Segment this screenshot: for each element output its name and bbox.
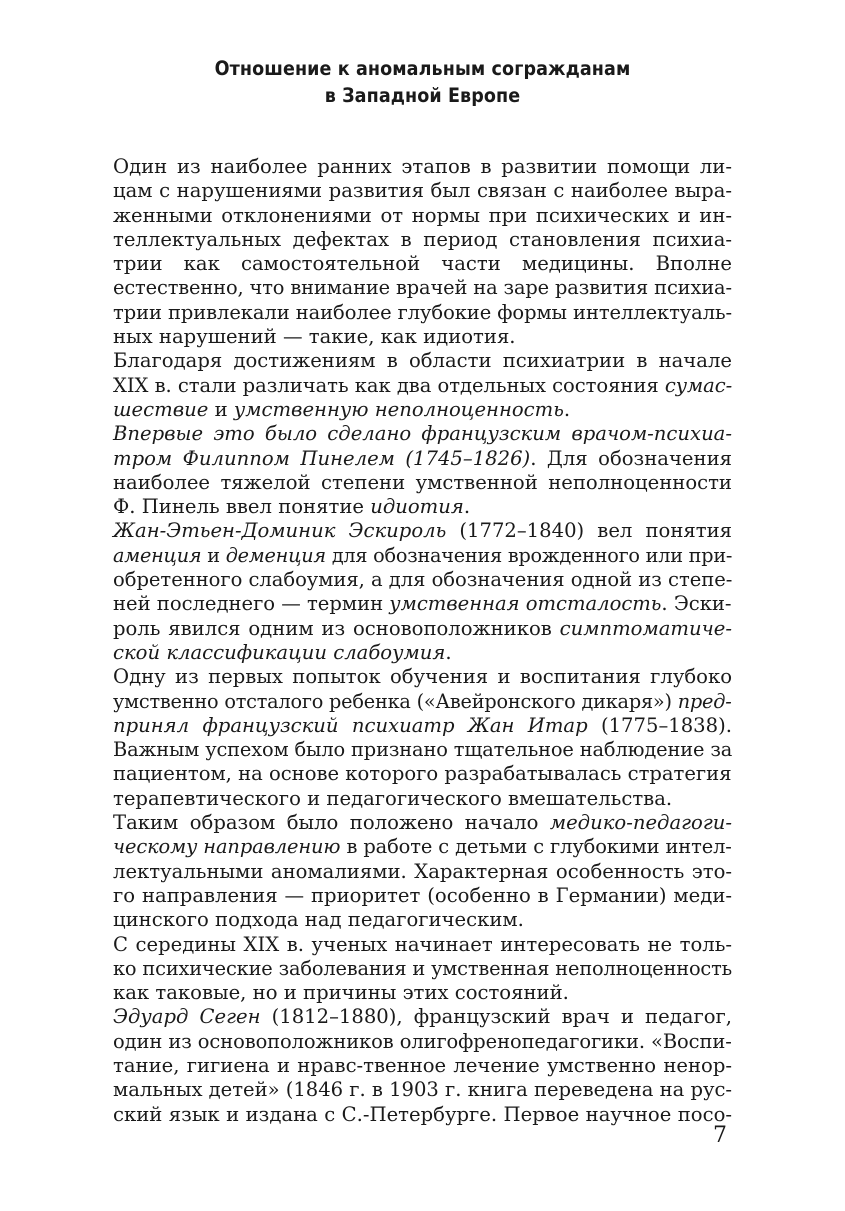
text-line: [113, 592, 731, 616]
text-line: [113, 1054, 732, 1078]
text-line: [113, 568, 733, 592]
text-segment: умственно отсталого ребенка («Авейронского дикаря»): [113, 689, 678, 713]
text-segment: ский язык и издана с С.-Петербурге. Первое научное посо-: [113, 1102, 732, 1126]
text-segment: Ф. Пинель ввел понятие: [113, 495, 371, 519]
text-segment: цам с нарушениями развития был связан с наиболее выра-: [113, 179, 732, 203]
text-segment: для обозначения врожденного или при-: [325, 543, 733, 567]
text-segment: С середины XIX в. ученых начинает интересовать не толь-: [113, 932, 732, 956]
italic-segment: Эдуард Сеген: [113, 1005, 261, 1029]
text-line: [113, 422, 732, 446]
text-line: [113, 665, 732, 689]
italic-segment: сумас-: [664, 373, 733, 397]
text-segment: тание, гигиена и нравс-твенное лечение умственно ненор-: [113, 1053, 732, 1077]
italic-segment: деменция: [225, 543, 326, 567]
text-line: [113, 495, 732, 519]
text-segment: в работе с детьми с глубокими интел-: [340, 835, 732, 859]
text-segment: (1772–1840) вел понятия: [446, 519, 733, 543]
text-line: [113, 714, 732, 738]
text-line: [113, 543, 733, 568]
text-segment: .: [445, 640, 452, 664]
page-title: [144, 55, 701, 109]
text-segment: наиболее тяжелой степени умственной неполноценности: [113, 470, 732, 494]
text-segment: пациентом, на основе которого разрабатывалась стратегия: [113, 762, 732, 786]
italic-segment: принял французский психиатр Жан Итар: [113, 713, 588, 737]
text-segment: трии привлекали наиболее глубокие формы интеллектуаль-: [113, 300, 733, 324]
text-line: [113, 155, 732, 179]
text-segment: роль явился одним из основоположников: [113, 616, 560, 640]
text-segment: .: [563, 397, 571, 421]
italic-segment: ской классификации слабоумия: [113, 640, 446, 664]
paragraph: [113, 349, 732, 422]
text-segment: естественно, что внимание врачей на заре развития психиа-: [113, 276, 732, 300]
text-line: [113, 204, 732, 228]
text-line: [113, 956, 733, 981]
text-line: [113, 1005, 732, 1029]
text-line: [113, 447, 732, 471]
text-line: [113, 933, 732, 957]
text-segment: терапевтического и педагогического вмешательства.: [113, 786, 673, 810]
text-line: [113, 179, 732, 203]
text-segment: (1775–1838).: [587, 713, 732, 737]
text-segment: мальных детей» (1846 г. в 1903 г. книга переведена на рус-: [113, 1078, 732, 1102]
text-segment: Благодаря достижениям в области психиатрии в начале: [113, 349, 732, 373]
text-line: [113, 738, 733, 762]
text-line: [113, 981, 732, 1005]
text-segment: цинского подхода над педагогическим.: [113, 908, 524, 932]
text-segment: XIX в. стали различать как два отдельных состояния: [113, 373, 665, 397]
text-segment: го направления — приоритет (особенно в Германии) меди-: [113, 883, 732, 907]
text-segment: ных нарушений — такие, как идиотия.: [113, 325, 516, 349]
text-line: [113, 252, 732, 276]
paragraph: [113, 519, 732, 665]
text-line: [113, 787, 732, 811]
text-line: [113, 617, 732, 641]
text-segment: лектуальными аномалиями. Характерная особенность это-: [113, 859, 732, 883]
italic-segment: Впервые это было сделано французским врачом-психиа-: [113, 422, 732, 446]
italic-segment: медико-педагоги-: [549, 811, 732, 835]
paragraph: [113, 422, 732, 519]
italic-segment: аменция: [113, 543, 202, 567]
text-segment: и: [208, 397, 234, 421]
text-line: [113, 325, 732, 349]
paragraph: [113, 155, 732, 349]
italic-segment: умственную неполноценность: [233, 397, 564, 421]
text-segment: и: [201, 543, 226, 567]
text-segment: женными отклонениями от нормы при психических и ин-: [113, 203, 732, 227]
text-line: [113, 349, 732, 373]
italic-segment: идиотия: [370, 495, 464, 519]
italic-segment: тром Филиппом Пинелем (1745–1826): [113, 446, 531, 470]
text-line: [113, 228, 732, 252]
text-line: [113, 276, 732, 300]
text-line: [113, 884, 732, 908]
italic-segment: пред-: [677, 689, 732, 713]
text-segment: .: [463, 495, 471, 519]
text-segment: ней последнего — термин: [113, 592, 390, 616]
paragraph: [113, 1005, 732, 1126]
text-line: [113, 300, 733, 325]
text-line: [113, 908, 732, 932]
text-line: [113, 689, 732, 714]
text-line: [113, 1078, 731, 1102]
text-segment: теллектуальных дефектах в период становления психиа-: [113, 227, 732, 251]
title-line-2: в Западной Европе: [324, 84, 521, 107]
text-segment: обретенного слабоумия, а для обозначения одной из степе-: [113, 568, 733, 592]
text-line: [113, 762, 731, 786]
text-segment: трии как самостоятельной части медицины. Вполне: [113, 252, 732, 276]
italic-segment: Жан-Этьен-Доминик Эскироль: [113, 519, 447, 543]
text-line: [113, 835, 732, 859]
text-segment: . Для обозначения: [530, 446, 732, 470]
text-segment: Важным успехом было признано тщательное наблюдение за: [113, 738, 733, 762]
text-line: [113, 373, 733, 398]
italic-segment: шествие: [113, 397, 209, 421]
italic-segment: ческому направлению: [113, 835, 341, 859]
text-segment: Одну из первых попыток обучения и воспитания глубоко: [113, 665, 732, 689]
text-line: [113, 860, 732, 884]
text-segment: (1812–1880), французский врач и педагог,: [260, 1005, 733, 1029]
text-segment: . Эски-: [661, 592, 732, 616]
italic-segment: умственная отсталость: [389, 592, 662, 616]
text-segment: Один из наиболее ранних этапов в развитии помощи ли-: [113, 155, 732, 178]
page-content: [113, 55, 732, 1127]
text-line: [113, 1029, 732, 1054]
paragraph: [113, 933, 732, 1006]
text-line: [113, 1103, 732, 1127]
title-line-1: Отношение к аномальным согражданам: [214, 57, 631, 80]
paragraph: [113, 811, 732, 932]
text-line: [113, 811, 732, 835]
body-text: [113, 155, 732, 1127]
text-line: [113, 519, 732, 543]
text-line: [113, 471, 732, 495]
text-segment: как таковые, но и причины этих состояний.: [113, 981, 569, 1005]
page-number: 7: [713, 1123, 727, 1148]
text-segment: Таким образом было положено начало: [113, 811, 550, 835]
text-segment: ко психические заболевания и умственная неполноценность: [113, 956, 733, 980]
text-line: [113, 641, 732, 665]
text-line: [113, 398, 732, 422]
text-segment: один из основоположников олигофренопедагогики. «Воспи-: [113, 1029, 732, 1053]
paragraph: [113, 665, 732, 811]
italic-segment: симптоматиче-: [559, 616, 732, 640]
